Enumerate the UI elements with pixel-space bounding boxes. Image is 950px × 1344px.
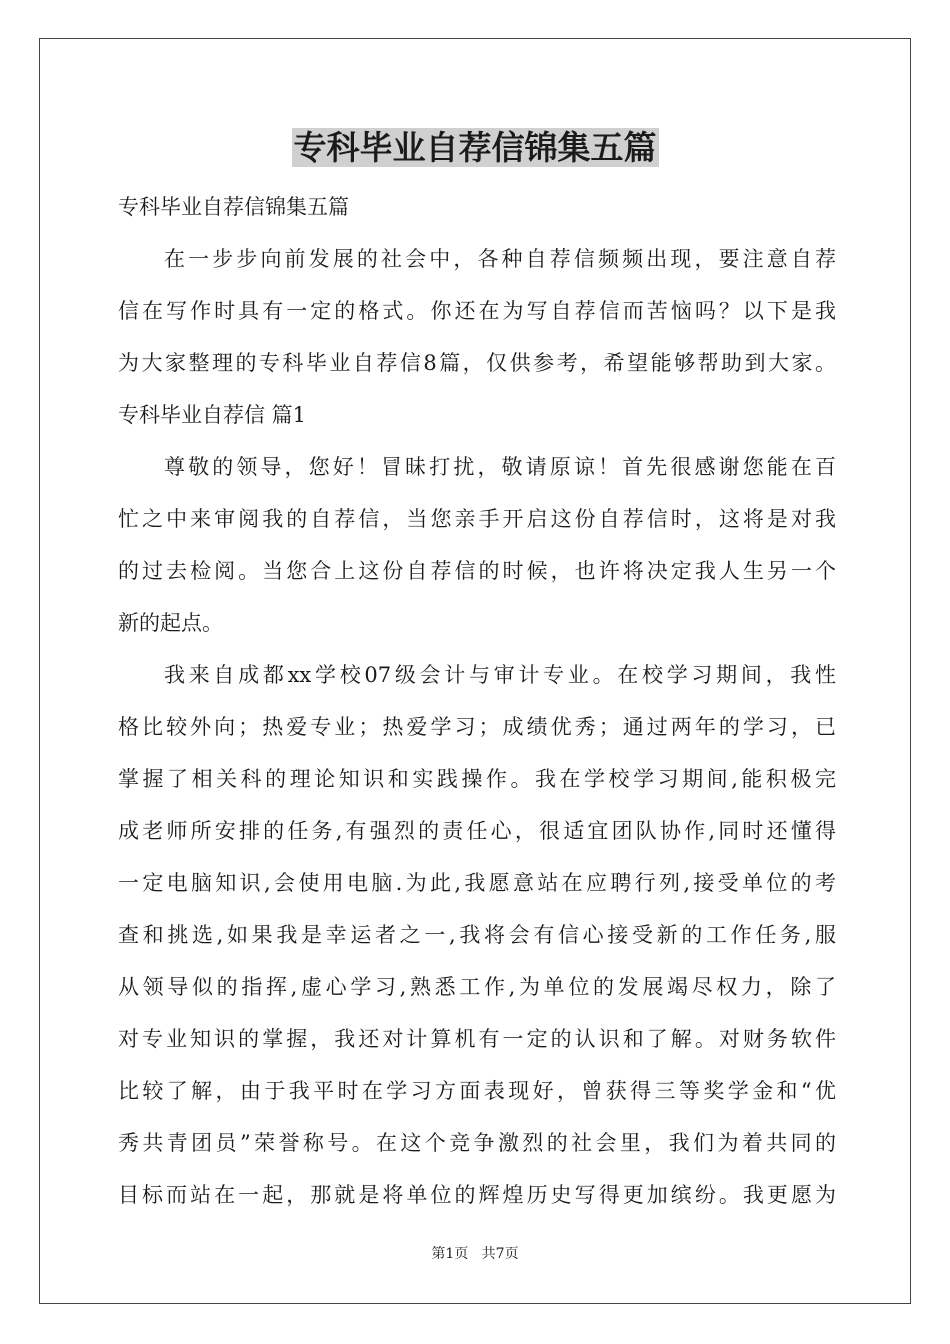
- paragraph-line: 从领导似的指挥,虚心学习,熟悉工作,为单位的发展竭尽权力，除了: [118, 975, 836, 999]
- paragraph-line: 格比较外向；热爱专业；热爱学习；成绩优秀；通过两年的学习，已: [118, 715, 836, 739]
- subtitle-line: 专科毕业自荐信锦集五篇: [118, 195, 349, 219]
- paragraph-line: 一定电脑知识,会使用电脑.为此,我愿意站在应聘行列,接受单位的考: [118, 871, 836, 895]
- paragraph-line: 目标而站在一起，那就是将单位的辉煌历史写得更加缤纷。我更愿为: [118, 1183, 836, 1207]
- document-title-text: 专科毕业自荐信锦集五篇: [293, 128, 657, 167]
- paragraph-line: 我来自成都xx学校07级会计与审计专业。在校学习期间，我性: [164, 663, 836, 687]
- paragraph-line: 对专业知识的掌握，我还对计算机有一定的认识和了解。对财务软件: [118, 1027, 836, 1051]
- paragraph-line: 成老师所安排的任务,有强烈的责任心，很适宜团队协作,同时还懂得: [118, 819, 836, 843]
- document-title: [0, 126, 950, 170]
- document-body: [118, 181, 836, 1221]
- page-number-label: 第1页 共7页: [431, 1246, 519, 1262]
- paragraph-line: 查和挑选,如果我是幸运者之一,我将会有信心接受新的工作任务,服: [118, 923, 836, 947]
- section-heading: 专科毕业自荐信 篇1: [118, 403, 307, 427]
- paragraph-line: 忙之中来审阅我的自荐信，当您亲手开启这份自荐信时，这将是对我: [118, 507, 836, 531]
- paragraph-line: 尊敬的领导，您好！冒昧打扰，敬请原谅！首先很感谢您能在百: [164, 455, 836, 479]
- paragraph-line: 为大家整理的专科毕业自荐信8篇，仅供参考，希望能够帮助到大家。: [118, 351, 836, 375]
- paragraph-line: 秀共青团员”荣誉称号。在这个竞争激烈的社会里，我们为着共同的: [118, 1131, 836, 1155]
- paragraph-line: 新的起点。: [118, 611, 223, 635]
- paragraph-line: 信在写作时具有一定的格式。你还在为写自荐信而苦恼吗？以下是我: [118, 299, 836, 323]
- paragraph-line: 掌握了相关科的理论知识和实践操作。我在学校学习期间,能积极完: [118, 767, 836, 791]
- page-footer: [0, 1245, 950, 1263]
- paragraph-line: 的过去检阅。当您合上这份自荐信的时候，也许将决定我人生另一个: [118, 559, 836, 583]
- paragraph-line: 比较了解，由于我平时在学习方面表现好，曾获得三等奖学金和“优: [118, 1079, 836, 1103]
- paragraph-line: 在一步步向前发展的社会中，各种自荐信频频出现，要注意自荐: [164, 247, 836, 271]
